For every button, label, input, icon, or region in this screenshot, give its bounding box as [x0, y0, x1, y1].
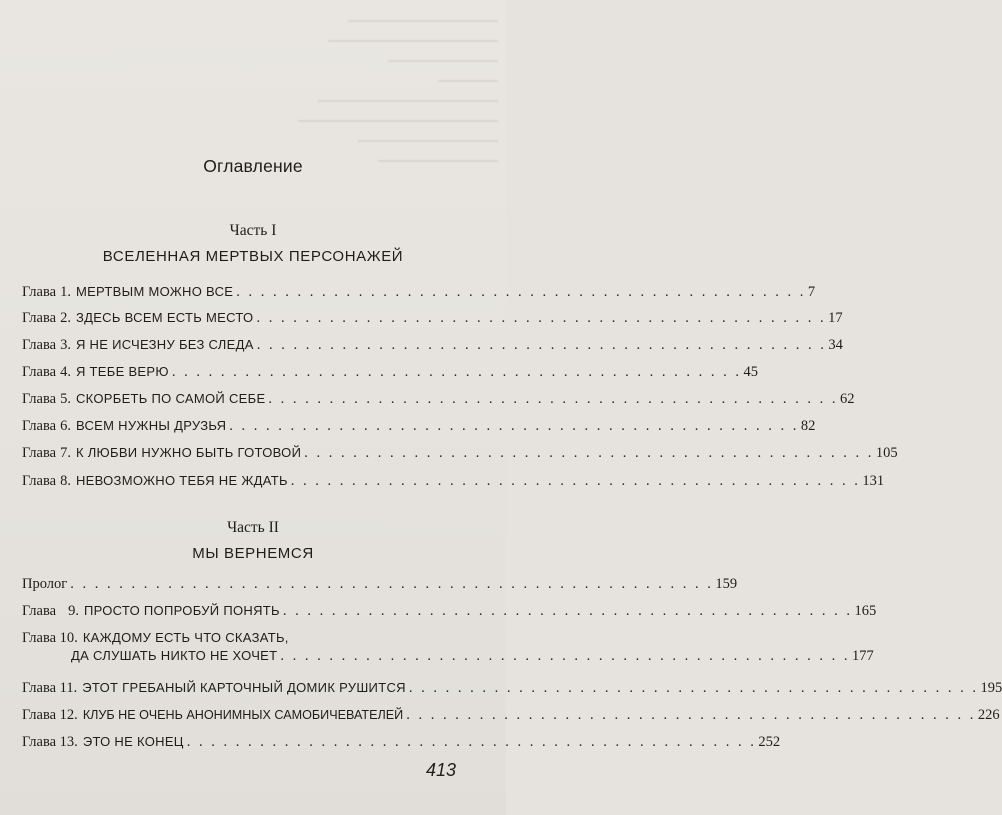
page-number: 7: [807, 284, 816, 300]
page-number: 62: [840, 391, 855, 407]
toc-entry[interactable]: Глава 13. ЭТО НЕ КОНЕЦ . . . . . . . . . . . . . . . . . . . . . . . . . . . . . . . . . . . . . . . . . . . . . . . 252: [22, 734, 781, 750]
page-number: 34: [828, 337, 843, 353]
leader-dots: . . . . . . . . . . . . . . . . . . . . . . . . . . . . . . . . . . . . . . . . . . . . . . .: [290, 473, 861, 489]
leader-dots: . . . . . . . . . . . . . . . . . . . . . . . . . . . . . . . . . . . . . . . . . . . . . . .: [304, 445, 874, 461]
page-number: 195: [980, 680, 1002, 696]
toc-entry[interactable]: Глава 9. ПРОСТО ПОПРОБУЙ ПОНЯТЬ . . . . . . . . . . . . . . . . . . . . . . . . . . . . . . . . . . . . . . . . . . . . . . . 165: [22, 603, 877, 619]
leader-dots: . . . . . . . . . . . . . . . . . . . . . . . . . . . . . . . . . . . . . . . . . . . . . . .: [236, 284, 806, 300]
page-number: 226: [977, 707, 1000, 723]
page-number: 177: [852, 648, 874, 664]
toc-entry[interactable]: Глава 3. Я НЕ ИСЧЕЗНУ БЕЗ СЛЕДА . . . . . . . . . . . . . . . . . . . . . . . . . . . . . . . . . . . . . . . . . . . . . . . 34: [22, 337, 843, 353]
leader-dots: . . . . . . . . . . . . . . . . . . . . . . . . . . . . . . . . . . . . . . . . . . . . . . .: [282, 603, 853, 619]
toc-entry[interactable]: Глава 12. КЛУБ НЕ ОЧЕНЬ АНОНИМНЫХ САМОБИЧЕВАТЕЛЕЙ . . . . . . . . . . . . . . . . . . . . . . . . . . . . . . . . . . . . . . . . . . . . . . . 226: [22, 707, 1000, 723]
toc-entry[interactable]: Глава 6. ВСЕМ НУЖНЫ ДРУЗЬЯ . . . . . . . . . . . . . . . . . . . . . . . . . . . . . . . . . . . . . . . . . . . . . . . 82: [22, 418, 816, 434]
chapter-title: КЛУБ НЕ ОЧЕНЬ АНОНИМНЫХ САМОБИЧЕВАТЕЛЕЙ: [82, 708, 404, 722]
leader-dots: . . . . . . . . . . . . . . . . . . . . . . . . . . . . . . . . . . . . . . . . . . . . . . .: [406, 707, 976, 723]
part-2-label: Часть II: [227, 519, 279, 536]
show-through-text: [228, 20, 498, 210]
toc-entry[interactable]: Глава 8. НЕВОЗМОЖНО ТЕБЯ НЕ ЖДАТЬ . . . . . . . . . . . . . . . . . . . . . . . . . . . . . . . . . . . . . . . . . . . . . . . 131: [22, 473, 885, 489]
chapter-title: Я ТЕБЕ ВЕРЮ: [75, 364, 169, 379]
chapter-title: ЭТОТ ГРЕБАНЫЙ КАРТОЧНЫЙ ДОМИК РУШИТСЯ: [82, 680, 406, 695]
page-number: 45: [743, 364, 758, 380]
leader-dots: . . . . . . . . . . . . . . . . . . . . . . . . . . . . . . . . . . . . . . . . . . . . . . .: [256, 337, 827, 353]
chapter-title: СКОРБЕТЬ ПО САМОЙ СЕБЕ: [75, 391, 266, 406]
toc-title: Оглавление: [203, 156, 303, 176]
toc-entry[interactable]: Глава 1. МЕРТВЫМ МОЖНО ВСЕ . . . . . . . . . . . . . . . . . . . . . . . . . . . . . . . . . . . . . . . . . . . . . . . 7: [22, 284, 816, 300]
chapter-title: МЕРТВЫМ МОЖНО ВСЕ: [75, 284, 234, 299]
chapter-title: ЭТО НЕ КОНЕЦ: [82, 734, 184, 749]
leader-dots: . . . . . . . . . . . . . . . . . . . . . . . . . . . . . . . . . . . . . . . . . . . . . . .: [186, 734, 757, 750]
part-2-title: МЫ ВЕРНЕМСЯ: [192, 545, 314, 562]
toc-entry[interactable]: Глава 2. ЗДЕСЬ ВСЕМ ЕСТЬ МЕСТО . . . . . . . . . . . . . . . . . . . . . . . . . . . . . . . . . . . . . . . . . . . . . . . 17: [22, 310, 843, 326]
leader-dots: . . . . . . . . . . . . . . . . . . . . . . . . . . . . . . . . . . . . . . . . . . . . . . .: [280, 648, 851, 664]
toc-entry[interactable]: Глава 5. СКОРБЕТЬ ПО САМОЙ СЕБЕ . . . . . . . . . . . . . . . . . . . . . . . . . . . . . . . . . . . . . . . . . . . . . . . 62: [22, 391, 855, 407]
leader-dots: . . . . . . . . . . . . . . . . . . . . . . . . . . . . . . . . . . . . . . . . . . . . . . .: [408, 680, 979, 696]
toc-entry[interactable]: Глава 4. Я ТЕБЕ ВЕРЮ . . . . . . . . . . . . . . . . . . . . . . . . . . . . . . . . . . . . . . . . . . . . . . . 45: [22, 364, 758, 380]
chapter-title: Я НЕ ИСЧЕЗНУ БЕЗ СЛЕДА: [75, 337, 254, 352]
leader-dots: . . . . . . . . . . . . . . . . . . . . . . . . . . . . . . . . . . . . . . . . . . . . . . .: [268, 391, 839, 407]
leader-dots: . . . . . . . . . . . . . . . . . . . . . . . . . . . . . . . . . . . . . . . . . . . . . . .: [229, 418, 799, 434]
leader-dots: . . . . . . . . . . . . . . . . . . . . . . . . . . . . . . . . . . . . . . . . . . . . . . .: [256, 310, 827, 326]
chapter-title: НЕВОЗМОЖНО ТЕБЯ НЕ ЖДАТЬ: [75, 473, 288, 488]
chapter-title: К ЛЮБВИ НУЖНО БЫТЬ ГОТОВОЙ: [75, 445, 302, 460]
chapter-title: ЗДЕСЬ ВСЕМ ЕСТЬ МЕСТО: [75, 310, 254, 325]
page-number: 252: [758, 734, 781, 750]
chapter-title: ВСЕМ НУЖНЫ ДРУЗЬЯ: [75, 418, 227, 433]
chapter-title-continued: ДА СЛУШАТЬ НИКТО НЕ ХОЧЕТ: [71, 648, 278, 663]
page-number: 159: [715, 576, 738, 592]
page-number: 131: [862, 473, 885, 489]
toc-entry-prologue[interactable]: Пролог . . . . . . . . . . . . . . . . . . . . . . . . . . . . . . . . . . . . . . . . . . . . . . . . . . . . . 159: [22, 576, 738, 592]
page-number: 82: [800, 418, 816, 434]
part-1-title: ВСЕЛЕННАЯ МЕРТВЫХ ПЕРСОНАЖЕЙ: [102, 248, 404, 265]
leader-dots: . . . . . . . . . . . . . . . . . . . . . . . . . . . . . . . . . . . . . . . . . . . . . . .: [171, 364, 742, 380]
page-number: 105: [875, 445, 898, 461]
chapter-title: КАЖДОМУ ЕСТЬ ЧТО СКАЗАТЬ,: [82, 630, 289, 645]
toc-entry-continuation[interactable]: [71, 648, 874, 668]
chapter-title: ПРОСТО ПОПРОБУЙ ПОНЯТЬ: [83, 603, 280, 618]
part-1-label: Часть I: [229, 222, 277, 239]
page-folio-number: 413: [425, 760, 456, 780]
page-number: 165: [854, 603, 877, 619]
page-number: 17: [828, 310, 843, 326]
toc-entry[interactable]: Глава 7. К ЛЮБВИ НУЖНО БЫТЬ ГОТОВОЙ . . . . . . . . . . . . . . . . . . . . . . . . . . . . . . . . . . . . . . . . . . . . . . . 105: [22, 445, 898, 461]
toc-entry[interactable]: Глава 11. ЭТОТ ГРЕБАНЫЙ КАРТОЧНЫЙ ДОМИК РУШИТСЯ . . . . . . . . . . . . . . . . . . . . . . . . . . . . . . . . . . . . . . . . . . . . . . . 195: [22, 680, 1002, 696]
toc-entry-first-line[interactable]: Глава 10. КАЖДОМУ ЕСТЬ ЧТО СКАЗАТЬ,: [22, 630, 289, 646]
leader-dots: . . . . . . . . . . . . . . . . . . . . . . . . . . . . . . . . . . . . . . . . . . . . . . . . . . . . .: [70, 576, 714, 592]
